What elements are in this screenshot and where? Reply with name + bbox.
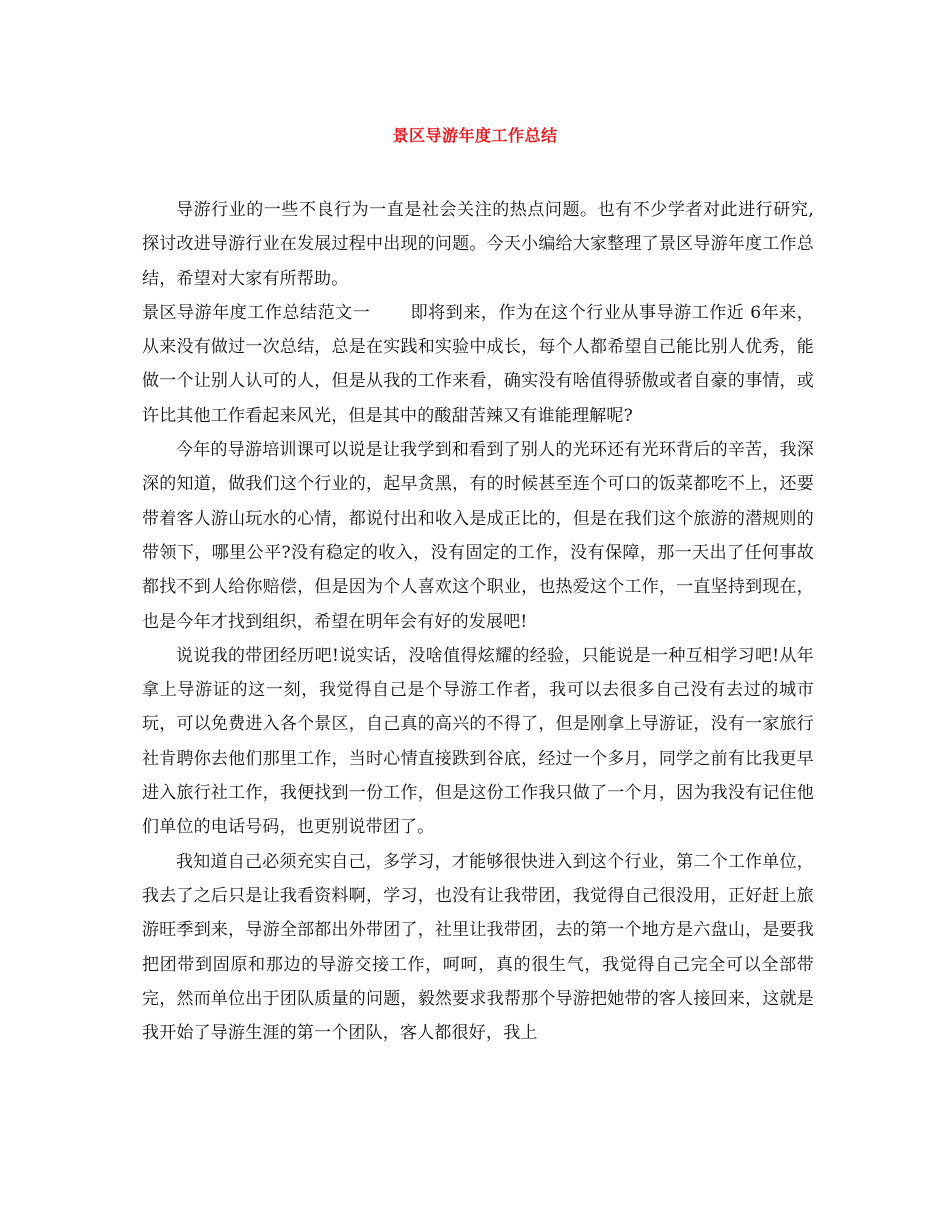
intro-paragraph: 导游行业的一些不良行为一直是社会关注的热点问题。也有不少学者对此进行研究,探讨改进导游行业在发展过程中出现的问题。今天小编给大家整理了景区导游年度工作总结，希望对大家有所帮助。 bbox=[142, 200, 814, 289]
section-heading: 景区导游年度工作总结范文一 bbox=[142, 302, 371, 323]
paragraph-3: 说说我的带团经历吧!说实话，没啥值得炫耀的经验，只能说是一种互相学习吧!从年拿上导游证的这一刻，我觉得自己是个导游工作者，我可以去很多自己没有去过的城市玩，可以免费进入各个景区，自己真的高兴的不得了，但是刚拿上导游证，没有一家旅行社肯聘你去他们那里工作，当时心情直接跌到谷底，经过一个多月，同学之前有比我更早进入旅行社工作，我便找到一份工作，但是这份工作我只做了一个月，因为我没有记住他们单位的电话号码，也更别说带团了。 bbox=[142, 645, 814, 838]
document-title: 景区导游年度工作总结 bbox=[392, 126, 558, 145]
paragraph-2: 今年的导游培训课可以说是让我学到和看到了别人的光环还有光环背后的辛苦，我深深的知道，做我们这个行业的，起早贪黑，有的时候甚至连个可口的饭菜都吃不上，还要带着客人游山玩水的心情，都说付出和收入是成正比的，但是在我们这个旅游的潜规则的带领下，哪里公平?没有稳定的收入，没有固定的工作，没有保障，那一天出了任何事故都找不到人给你赔偿，但是因为个人喜欢这个职业，也热爱这个工作，一直坚持到现在，也是今年才找到组织，希望在明年会有好的发展吧! bbox=[142, 440, 814, 632]
section-paragraph-1 bbox=[142, 296, 814, 433]
paragraph-4: 我知道自己必须充实自己，多学习，才能够很快进入到这个行业，第二个工作单位，我去了之后只是让我看资料啊，学习，也没有让我带团，我觉得自己很没用，正好赶上旅游旺季到来，导游全部都出外带团了，社里让我带团，去的第一个地方是六盘山，是要我把团带到固原和那边的导游交接工作，呵呵，真的很生气，我觉得自己完全可以全部带完，然而单位出于团队质量的问题，毅然要求我帮那个导游把她带的客人接回来，这就是我开始了导游生涯的第一个团队，客人都很好，我上 bbox=[142, 851, 814, 1044]
document-body bbox=[142, 193, 814, 1050]
paragraph-1-text: 即将到来，作为在这个行业从事导游工作近 6年来，从来没有做过一次总结，总是在实践和实验中成长，每个人都希望自己能比别人优秀，能做一个让别人认可的人，但是从我的工作来看，确实没有啥值得骄傲或者自豪的事情，或许比其他工作看起来风光，但是其中的酸甜苦辣又有谁能理解呢? bbox=[142, 302, 814, 426]
